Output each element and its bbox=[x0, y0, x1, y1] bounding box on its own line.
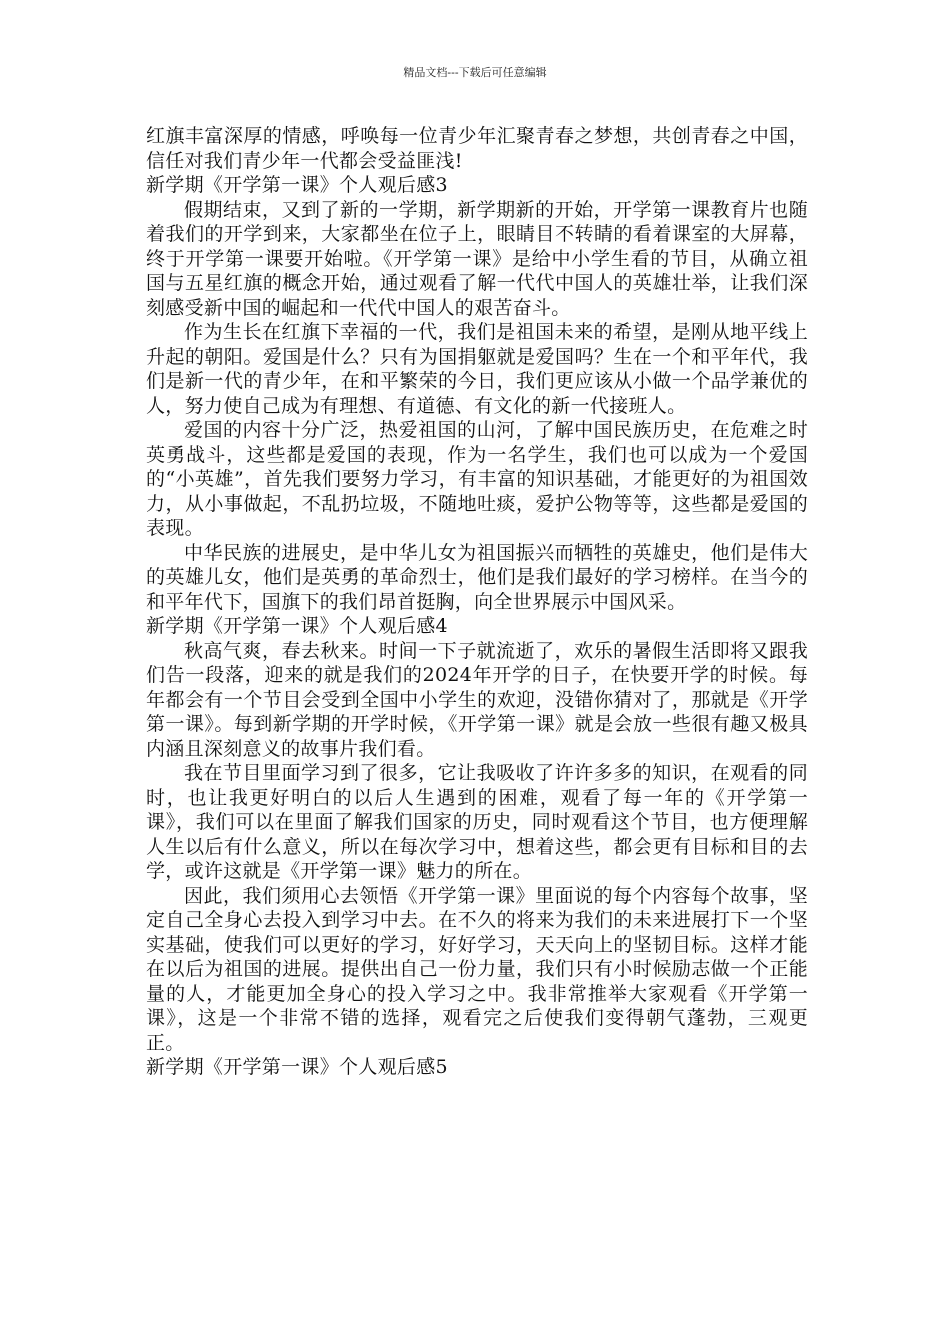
paragraph: 中华民族的进展史，是中华儿女为祖国振兴而牺牲的英雄史，他们是伟大的英雄儿女，他们是英勇的革命烈士，他们是我们最好的学习榜样。在当今的和平年代下，国旗下的我们昂首挺胸，向全世界展示中国风采。 bbox=[146, 541, 808, 613]
section-title-5: 新学期《开学第一课》个人观后感5 bbox=[146, 1056, 448, 1078]
section-title-3: 新学期《开学第一课》个人观后感3 bbox=[146, 174, 448, 196]
paragraph: 秋高气爽，春去秋来。时间一下子就流逝了，欢乐的暑假生活即将又跟我们告一段落，迎来的就是我们的2024年开学的日子，在快要开学的时候。每年都会有一个节目会受到全国中小学生的欢迎，没错你猜对了，那就是《开学第一课》。每到新学期的开学时候，《开学第一课》就是会放一些很有趣又极具内涵且深刻意义的故事片我们看。 bbox=[146, 639, 808, 760]
section-title-4: 新学期《开学第一课》个人观后感4 bbox=[146, 615, 448, 637]
paragraph: 我在节目里面学习到了很多，它让我吸收了许许多多的知识，在观看的同时，也让我更好明白的以后人生遇到的困难，观看了每一年的《开学第一课》，我们可以在里面了解我们国家的历史，同时观看这个节目，也方便理解人生以后有什么意义，所以在每次学习中，想着这些，都会更有目标和目的去学，或许这就是《开学第一课》魅力的所在。 bbox=[146, 762, 808, 882]
document-body bbox=[146, 124, 808, 1080]
paragraph: 因此，我们须用心去领悟《开学第一课》里面说的每个内容每个故事，坚定自己全身心去投入到学习中去。在不久的将来为我们的未来进展打下一个坚实基础，使我们可以更好的学习，好好学习，天天向上的坚韧目标。这样才能在以后为祖国的进展。提供出自己一份力量，我们只有小时候励志做一个正能量的人，才能更加全身心的投入学习之中。我非常推举大家观看《开学第一课》，这是一个非常不错的选择，观看完之后使我们变得朝气蓬勃，三观更正。 bbox=[146, 884, 808, 1054]
paragraph: 作为生长在红旗下幸福的一代，我们是祖国未来的希望，是刚从地平线上升起的朝阳。爱国是什么？只有为国捐躯就是爱国吗？生在一个和平年代，我们是新一代的青少年，在和平繁荣的今日，我们更应该从小做一个品学兼优的人，努力使自己成为有理想、有道德、有文化的新一代接班人。 bbox=[146, 321, 808, 417]
paragraph: 爱国的内容十分广泛，热爱祖国的山河，了解中国民族历史，在危难之时英勇战斗，这些都是爱国的表现，作为一名学生，我们也可以成为一个爱国的“小英雄”，首先我们要努力学习，有丰富的知识基础，才能更好的为祖国效力，从小事做起，不乱扔垃圾，不随地吐痰，爱护公物等等，这些都是爱国的表现。 bbox=[146, 419, 808, 539]
paragraph: 假期结束，又到了新的一学期，新学期新的开始，开学第一课教育片也随着我们的开学到来，大家都坐在位子上，眼睛目不转睛的看着课室的大屏幕，终于开学第一课要开始啦。《开学第一课》是给中小学生看的节目，从确立祖国与五星红旗的概念开始，通过观看了解一代代中国人的英雄壮举，让我们深刻感受新中国的崛起和一代代中国人的艰苦奋斗。 bbox=[146, 198, 808, 319]
page-header: 精品文档---下载后可任意编辑 bbox=[403, 66, 547, 79]
paragraph-continued: 红旗丰富深厚的情感，呼唤每一位青少年汇聚青春之梦想，共创青春之中国，信任对我们青少年一代都会受益匪浅! bbox=[146, 125, 808, 172]
